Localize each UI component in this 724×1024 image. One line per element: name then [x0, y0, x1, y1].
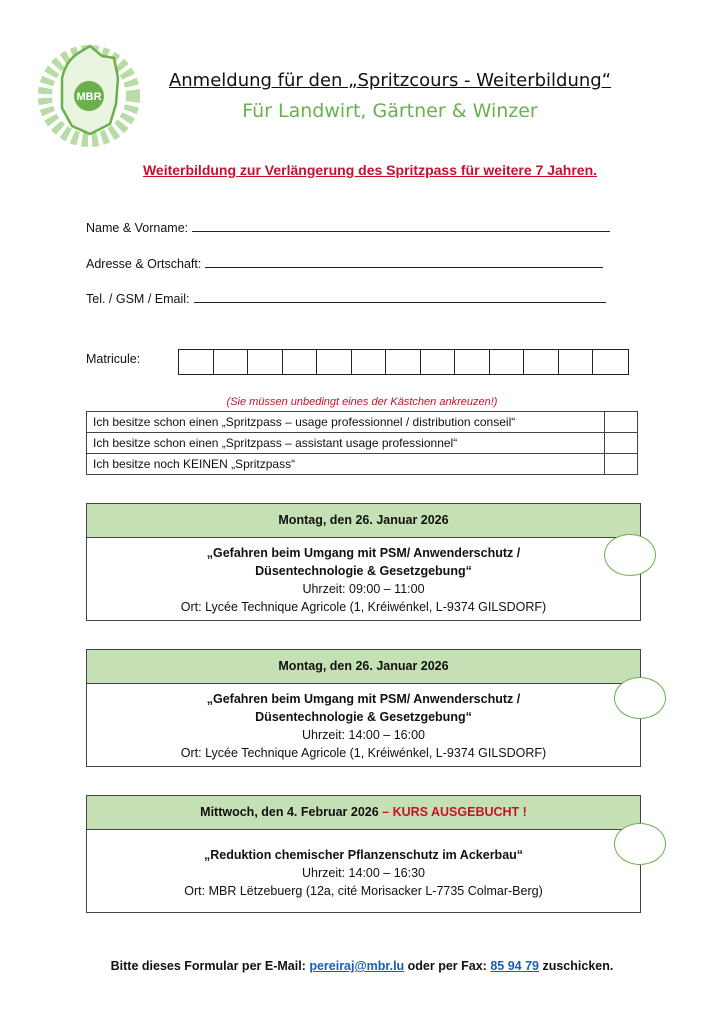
option-row	[87, 412, 638, 433]
fully-booked-notice: – KURS AUSGEBUCHT !	[378, 805, 527, 819]
matricule-boxes[interactable]	[178, 349, 629, 375]
checkbox-note: (Sie müssen unbedingt eines der Kästchen ankreuzen!)	[226, 396, 498, 408]
matricule-box[interactable]	[559, 350, 594, 374]
session-select-circle[interactable]	[614, 677, 666, 719]
intro-heading: Weiterbildung zur Verlängerung des Spritzpass für weitere 7 Jahren.	[142, 162, 598, 178]
matricule-box[interactable]	[283, 350, 318, 374]
mbr-logo	[32, 38, 146, 150]
name-line[interactable]	[192, 218, 610, 232]
session-date: Montag, den 26. Januar 2026	[87, 650, 640, 684]
session-place: Ort: MBR Lëtzebuerg (12a, cité Morisacker L-7735 Colmar-Berg)	[184, 884, 543, 898]
matricule-box[interactable]	[352, 350, 387, 374]
option-checkbox[interactable]	[605, 454, 638, 475]
session-time: Uhrzeit: 14:00 – 16:30	[302, 866, 425, 880]
option-label: Ich besitze schon einen „Spritzpass – assistant usage professionnel“	[87, 433, 605, 454]
option-row	[87, 433, 638, 454]
name-label: Name & Vorname:	[86, 221, 189, 235]
option-checkbox[interactable]	[605, 412, 638, 433]
contact-line[interactable]	[194, 289, 606, 303]
session-card	[86, 649, 641, 767]
contact-field[interactable]	[86, 289, 606, 306]
address-line[interactable]	[205, 254, 603, 268]
matricule-box[interactable]	[317, 350, 352, 374]
session-card	[86, 795, 641, 913]
matricule-label: Matricule:	[86, 352, 141, 366]
option-label: Ich besitze noch KEINEN „Spritzpass“	[87, 454, 605, 475]
spritzpass-options	[86, 411, 638, 475]
matricule-box[interactable]	[593, 350, 628, 374]
session-details	[87, 538, 640, 616]
session-time: Uhrzeit: 14:00 – 16:00	[302, 728, 425, 742]
matricule-box[interactable]	[524, 350, 559, 374]
form-subtitle: Für Landwirt, Gärtner & Winzer	[242, 100, 538, 122]
address-field[interactable]	[86, 254, 603, 271]
name-field[interactable]	[86, 218, 610, 235]
fax-link[interactable]: 85 94 79	[490, 959, 539, 973]
matricule-box[interactable]	[214, 350, 249, 374]
session-select-circle[interactable]	[614, 823, 666, 865]
matricule-box[interactable]	[248, 350, 283, 374]
option-row	[87, 454, 638, 475]
session-date: Mittwoch, den 4. Februar 2026 – KURS AUSGEBUCHT !	[87, 796, 640, 830]
session-date: Montag, den 26. Januar 2026	[87, 504, 640, 538]
session-topic: Düsentechnologie & Gesetzgebung“	[255, 710, 472, 724]
session-place: Ort: Lycée Technique Agricole (1, Kréiwénkel, L-9374 GILSDORF)	[180, 746, 547, 760]
matricule-box[interactable]	[455, 350, 490, 374]
matricule-box[interactable]	[386, 350, 421, 374]
matricule-box[interactable]	[179, 350, 214, 374]
session-details	[87, 830, 640, 900]
form-title: Anmeldung für den „Spritzcours - Weiterbildung“	[168, 70, 612, 91]
option-label: Ich besitze schon einen „Spritzpass – usage professionnel / distribution conseil“	[87, 412, 605, 433]
session-topic: Düsentechnologie & Gesetzgebung“	[255, 564, 472, 578]
session-topic: „Gefahren beim Umgang mit PSM/ Anwenderschutz /	[206, 546, 521, 560]
logo-text: MBR	[76, 91, 102, 103]
session-time: Uhrzeit: 09:00 – 11:00	[302, 582, 425, 596]
session-details	[87, 684, 640, 762]
session-card	[86, 503, 641, 621]
option-checkbox[interactable]	[605, 433, 638, 454]
matricule-box[interactable]	[490, 350, 525, 374]
footer: Bitte dieses Formular per E-Mail: pereiraj@mbr.lu oder per Fax: 85 94 79 zuschicken.	[110, 959, 614, 973]
session-topic: „Gefahren beim Umgang mit PSM/ Anwenderschutz /	[206, 692, 521, 706]
session-select-circle[interactable]	[604, 534, 656, 576]
matricule-box[interactable]	[421, 350, 456, 374]
session-place: Ort: Lycée Technique Agricole (1, Kréiwénkel, L-9374 GILSDORF)	[180, 600, 547, 614]
session-topic: „Reduktion chemischer Pflanzenschutz im Ackerbau“	[203, 848, 524, 862]
address-label: Adresse & Ortschaft:	[86, 257, 202, 271]
email-link[interactable]: pereiraj@mbr.lu	[309, 959, 405, 973]
contact-label: Tel. / GSM / Email:	[86, 292, 190, 306]
